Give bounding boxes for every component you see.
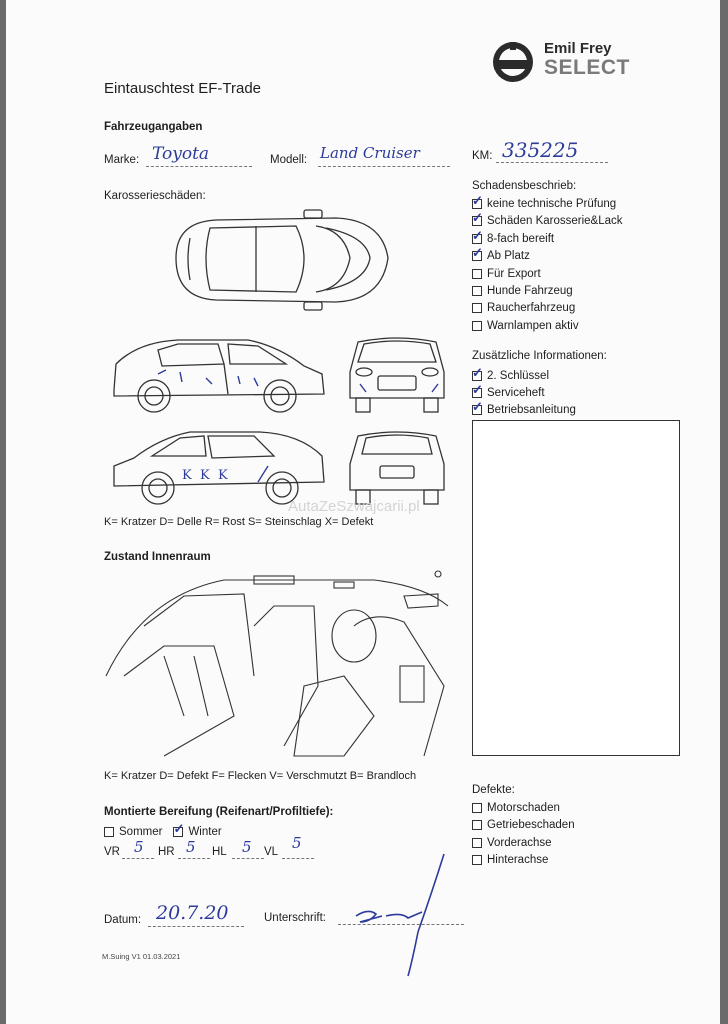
damage-item-checkbox[interactable] (472, 303, 482, 313)
damage-item-row[interactable] (472, 302, 575, 314)
notes-box[interactable] (472, 420, 680, 756)
damage-description-title: Schadensbeschrieb: (472, 180, 577, 192)
additional-info-item-label: Betriebsanleitung (487, 404, 576, 416)
additional-info-item-row[interactable] (472, 370, 549, 382)
defect-item-row[interactable] (472, 837, 552, 849)
defect-item-label: Hinterachse (487, 854, 549, 867)
damage-item-label: Schäden Karosserie&Lack (487, 215, 623, 228)
damage-item-row[interactable] (472, 250, 530, 262)
damage-item-row[interactable] (472, 268, 541, 280)
marke-label: Marke: (104, 154, 140, 166)
km-label: KM: (472, 150, 493, 162)
damage-item-checkbox[interactable] (472, 234, 482, 244)
defect-item-checkbox[interactable] (472, 820, 482, 830)
damage-item-label: 8-fach bereift (487, 232, 555, 245)
defect-item-label: Motorschaden (487, 802, 560, 814)
additional-info-item-checkbox[interactable] (472, 371, 482, 381)
datum-label: Datum: (104, 914, 142, 926)
brand-name: Emil Frey (544, 40, 612, 57)
signature (346, 852, 456, 982)
damage-item-label: keine technische Prüfung (487, 198, 617, 210)
damage-item-checkbox[interactable] (472, 269, 482, 279)
hr-value[interactable]: 5 (186, 838, 196, 856)
additional-info-item-checkbox[interactable] (472, 388, 482, 398)
damage-mark-2: K (200, 468, 210, 483)
damage-item-label: Hunde Fahrzeug (487, 285, 573, 297)
body-damage-legend: K= Kratzer D= Delle R= Rost S= Steinschlag X= Defekt (104, 516, 374, 528)
damage-item-label: Ab Platz (487, 250, 530, 263)
vl-label: VL (264, 846, 279, 858)
additional-info-item-label: Serviceheft (487, 387, 545, 399)
damage-item-checkbox[interactable] (472, 199, 482, 209)
interior-title: Zustand Innenraum (104, 551, 211, 563)
modell-value[interactable]: Land Cruiser (320, 144, 420, 162)
tyre-type-row (104, 826, 222, 838)
datum-value[interactable]: 20.7.20 (156, 902, 229, 924)
watermark: AutaZeSzwajcarii.pl (288, 498, 420, 515)
additional-info-item-checkbox[interactable] (472, 405, 482, 415)
tyres-title: Montierte Bereifung (Reifenart/Profiltiefe): (104, 806, 334, 818)
hl-value[interactable]: 5 (242, 838, 252, 856)
form-page (6, 0, 720, 1024)
damage-item-checkbox[interactable] (472, 286, 482, 296)
defects-title: Defekte: (472, 784, 515, 796)
sommer-checkbox[interactable] (104, 827, 114, 837)
hl-label: HL (212, 846, 227, 858)
page-title: Eintauschtest EF-Trade (104, 80, 262, 97)
hr-label: HR (158, 846, 175, 858)
winter-label: Winter (188, 826, 222, 838)
car-top-view-sketch[interactable] (166, 208, 396, 312)
vl-value[interactable]: 5 (292, 834, 302, 852)
damage-mark-1: K (182, 468, 192, 483)
defect-item-label: Getriebeschaden (487, 819, 575, 832)
defect-item-row[interactable] (472, 854, 548, 866)
interior-legend: K= Kratzer D= Defekt F= Flecken V= Verschmutzt B= Brandloch (104, 770, 417, 782)
defect-item-label: Vorderachse (487, 836, 552, 849)
additional-info-title: Zusätzliche Informationen: (472, 350, 607, 362)
sommer-label: Sommer (119, 826, 163, 838)
defect-item-row[interactable] (472, 802, 560, 814)
car-right-side-sketch[interactable] (108, 334, 330, 420)
modell-label: Modell: (270, 154, 308, 166)
damage-item-label: Warnlampen aktiv (487, 319, 579, 332)
form-version: M.Suing V1 01.03.2021 (102, 952, 181, 961)
additional-info-item-label: 2. Schlüssel (487, 370, 550, 382)
winter-checkbox[interactable] (173, 827, 183, 837)
defect-item-checkbox[interactable] (472, 803, 482, 813)
car-front-view-sketch[interactable] (344, 332, 450, 418)
damage-item-row[interactable] (472, 285, 573, 297)
additional-info-item-row[interactable] (472, 404, 576, 416)
damage-item-row[interactable] (472, 233, 554, 245)
defect-item-checkbox[interactable] (472, 838, 482, 848)
damage-item-label: Für Export (487, 267, 541, 280)
damage-item-row[interactable] (472, 215, 623, 227)
damage-item-checkbox[interactable] (472, 321, 482, 331)
damage-item-row[interactable] (472, 198, 616, 210)
damage-mark-3: K (218, 468, 228, 483)
additional-info-item-row[interactable] (472, 387, 545, 399)
damage-item-checkbox[interactable] (472, 216, 482, 226)
damage-item-checkbox[interactable] (472, 251, 482, 261)
damage-item-label: Raucherfahrzeug (487, 302, 576, 315)
damage-item-row[interactable] (472, 320, 579, 332)
unterschrift-label: Unterschrift: (264, 912, 326, 924)
marke-value[interactable]: Toyota (152, 144, 210, 164)
vehicle-section-title: Fahrzeugangaben (104, 121, 203, 133)
defect-item-checkbox[interactable] (472, 855, 482, 865)
body-damage-title: Karosserieschäden: (104, 190, 206, 202)
interior-sketch[interactable] (104, 566, 452, 762)
defect-item-row[interactable] (472, 819, 575, 831)
vr-value[interactable]: 5 (134, 838, 144, 856)
km-value[interactable]: 335225 (502, 138, 579, 162)
vr-label: VR (104, 846, 120, 858)
brand-product: SELECT (544, 56, 630, 79)
